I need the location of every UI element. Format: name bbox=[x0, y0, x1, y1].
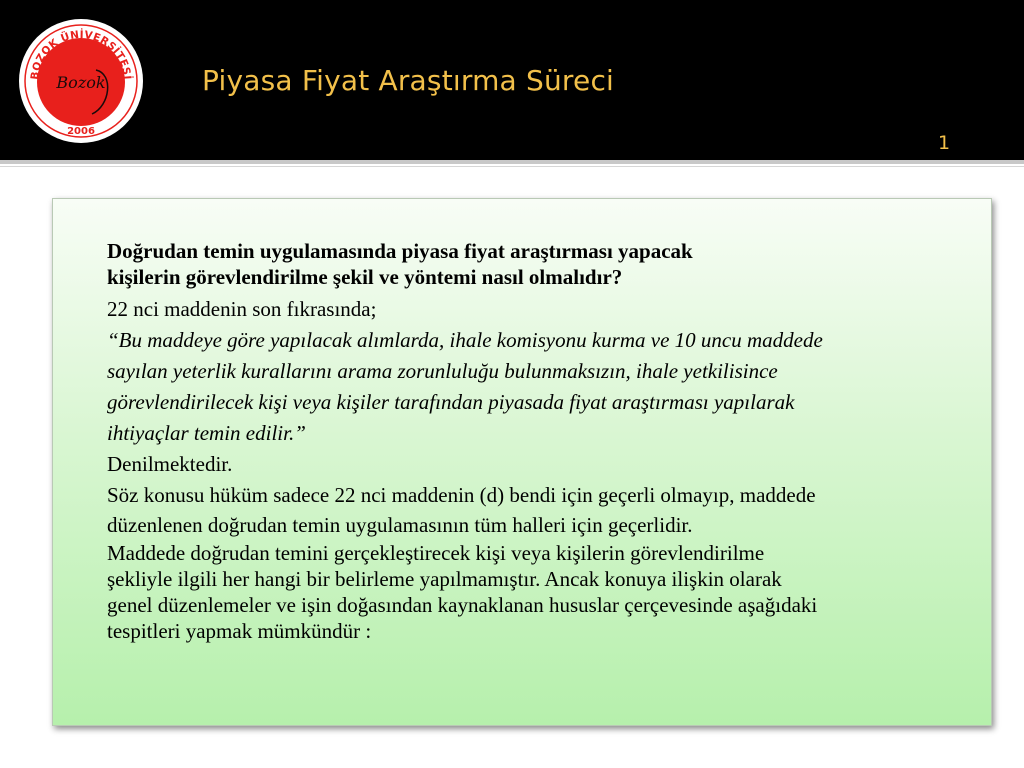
quote-block bbox=[107, 325, 987, 449]
logo-arc-text: BOZOK ÜNİVERSİTESİ bbox=[28, 28, 134, 81]
assignment-line-4: tespitleri yapmak mümkündür : bbox=[107, 619, 372, 643]
slide-title: Piyasa Fiyat Araştırma Süreci bbox=[202, 64, 615, 97]
quote-line-1: “Bu maddeye göre yapılacak alımlarda, ihale komisyonu kurma ve 10 uncu maddede bbox=[107, 328, 823, 352]
heading-line-2: kişilerin görevlendirilme şekil ve yöntemi nasıl olmalıdır? bbox=[107, 265, 623, 289]
assignment-line-1: Maddede doğrudan temini gerçekleştirecek kişi veya kişilerin görevlendirilme bbox=[107, 541, 765, 565]
paragraph-denilmektedir: Denilmektedir. bbox=[107, 452, 233, 476]
assignment-line-3: genel düzenlemeler ve işin doğasından kaynaklanan hususlar çerçevesinde aşağıdaki bbox=[107, 593, 818, 617]
quote-line-2: sayılan yeterlik kurallarını arama zorunluluğu bulunmaksızın, ihale yetkilisince bbox=[107, 359, 778, 383]
paragraph-assignment bbox=[107, 540, 987, 644]
quote-line-3: görevlendirilecek kişi veya kişiler tarafından piyasada fiyat araştırması yapılarak bbox=[107, 390, 795, 414]
logo-signature: Bozok bbox=[56, 73, 106, 92]
university-logo bbox=[18, 18, 144, 144]
header-divider-thin bbox=[0, 166, 1024, 167]
paragraph-reference: 22 nci maddenin son fıkrasında; bbox=[107, 297, 377, 321]
paragraph-scope-line-2: düzenlenen doğrudan temin uygulamasının tüm halleri için geçerlidir. bbox=[107, 513, 693, 537]
header-divider bbox=[0, 160, 1024, 164]
paragraph-scope-line-1: Söz konusu hüküm sadece 22 nci maddenin (d) bendi için geçerli olmayıp, maddede bbox=[107, 483, 816, 507]
quote-line-4: ihtiyaçlar temin edilir.” bbox=[107, 421, 306, 445]
assignment-line-2: şekliyle ilgili her hangi bir belirleme yapılmamıştır. Ancak konuya ilişkin olarak bbox=[107, 567, 782, 591]
logo-year: 2006 bbox=[67, 126, 95, 137]
content-text bbox=[107, 238, 987, 644]
slide-number: 1 bbox=[938, 132, 951, 154]
heading-line-1: Doğrudan temin uygulamasında piyasa fiyat araştırması yapacak bbox=[107, 239, 693, 263]
content-heading bbox=[107, 238, 987, 290]
